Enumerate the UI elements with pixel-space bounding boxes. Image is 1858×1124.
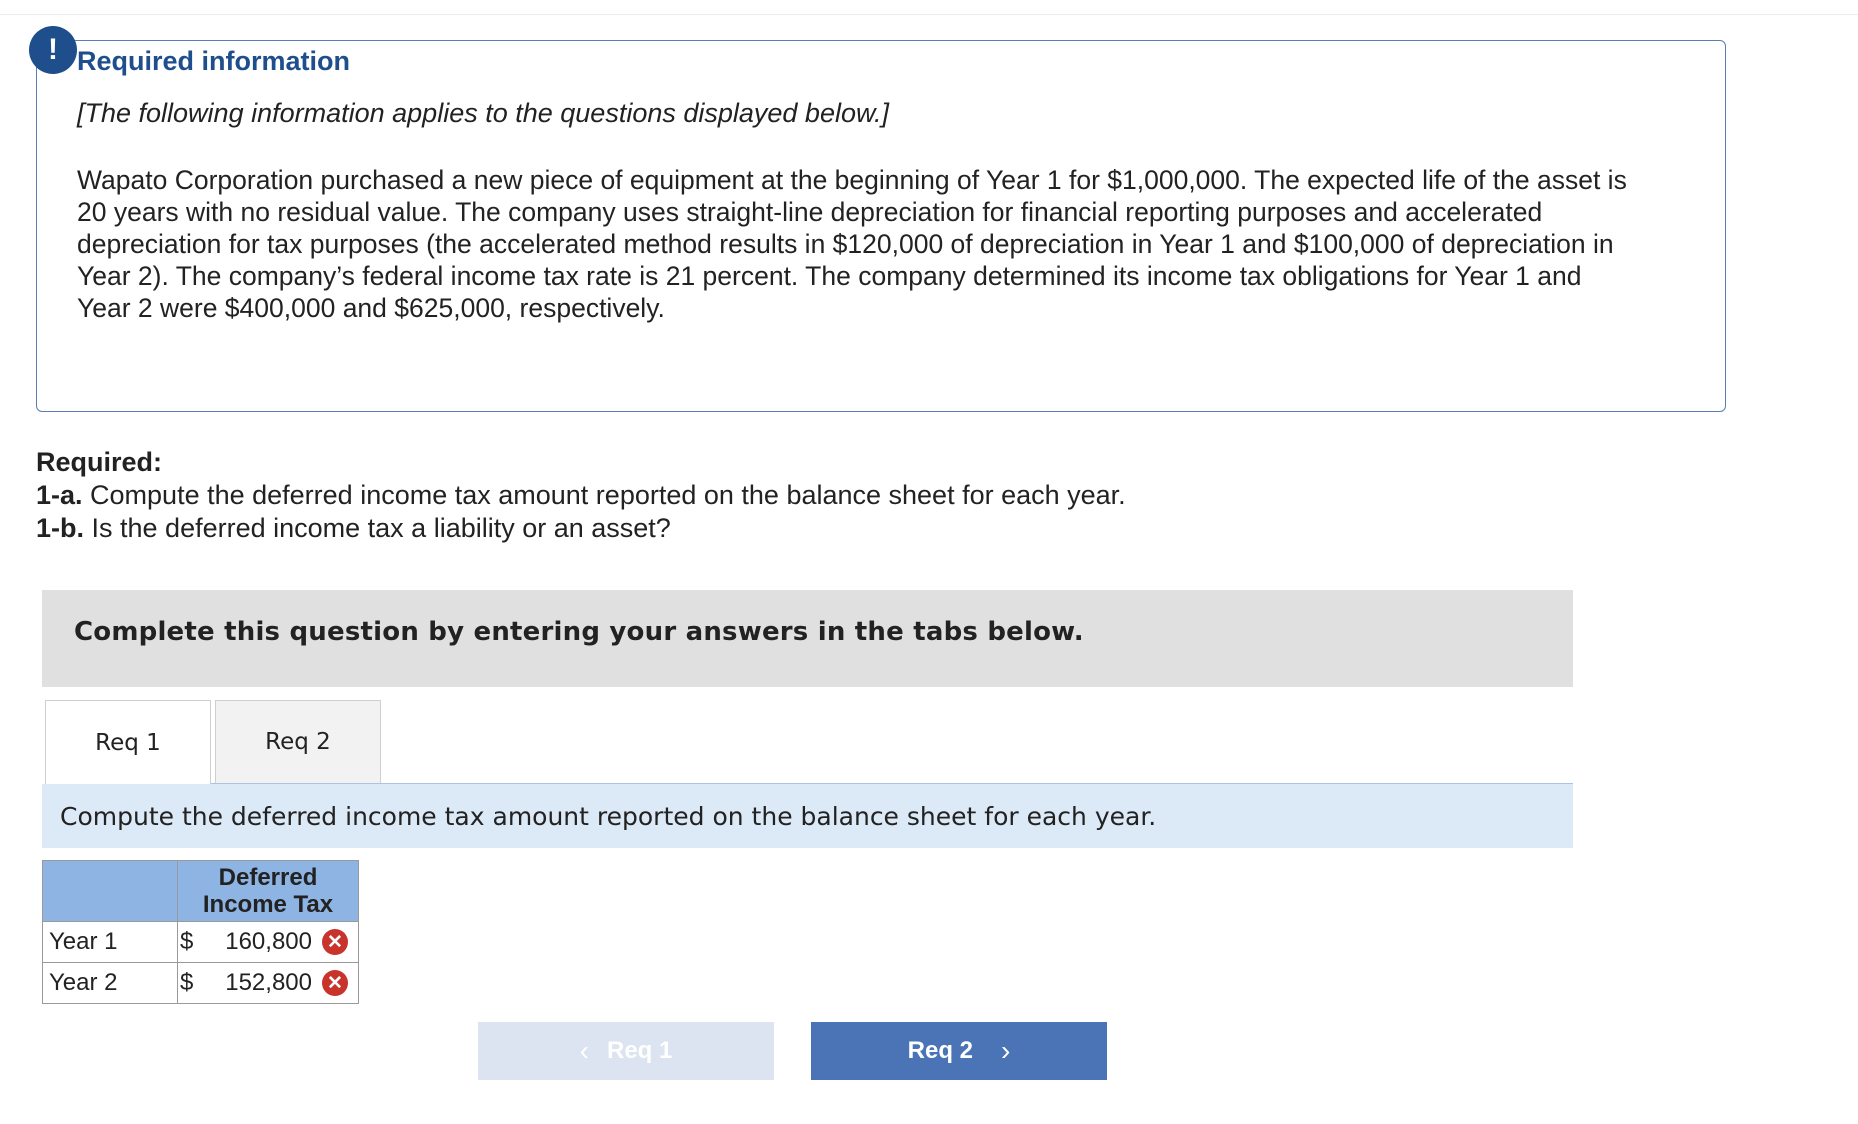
prev-req-button[interactable] (478, 1022, 774, 1080)
header-line-1: Deferred (218, 864, 318, 891)
top-divider (0, 14, 1858, 15)
currency-symbol: $ (180, 969, 194, 996)
required-item-1b (36, 512, 1126, 545)
next-button-label: Req 2 (907, 1037, 974, 1064)
incorrect-x-icon: ✕ (322, 970, 348, 996)
table-header-blank (43, 861, 178, 922)
row-label-year-2: Year 2 (43, 963, 178, 1004)
header-line-2: Income Tax (202, 891, 334, 918)
incorrect-x-icon: ✕ (322, 929, 348, 955)
answer-cell-year-1[interactable] (178, 922, 359, 963)
question-prompt-text: Compute the deferred income tax amount reported on the balance sheet for each year. (60, 802, 1157, 831)
alert-icon: ! (29, 26, 77, 74)
info-paragraph: Wapato Corporation purchased a new piece of equipment at the beginning of Year 1 for $1,000,000. The expected life of the asset is 20 years with no residual value. The company uses straight-line depreciation for financial reporting purposes and accelerated depreciation for tax purposes (the accelerated method results in $120,000 of depreciation in Year 1 and $100,000 of depreciation in Year 2). The company’s federal income tax rate is 21 percent. The company determined its income tax obligations for Year 1 and Year 2 were $400,000 and $625,000, respectively. (77, 165, 1627, 323)
table-header-deferred-income-tax (178, 861, 359, 922)
tab-req-2[interactable]: Req 2 (215, 700, 381, 784)
required-item-text: Compute the deferred income tax amount reported on the balance sheet for each year. (82, 480, 1126, 510)
answer-table (42, 860, 359, 1004)
table-row (43, 963, 359, 1004)
table-row (43, 922, 359, 963)
required-item-1a (36, 479, 1126, 512)
info-subtitle: [The following information applies to the questions displayed below.] (77, 98, 889, 128)
currency-symbol: $ (180, 928, 194, 955)
info-title: Required information (77, 46, 351, 76)
required-section (36, 446, 1126, 545)
required-heading: Required: (36, 447, 163, 477)
tab-req-1[interactable]: Req 1 (45, 700, 211, 785)
required-item-label: 1-b. (36, 513, 85, 543)
chevron-right-icon: › (1001, 1035, 1011, 1066)
question-prompt-bar (42, 784, 1573, 848)
required-item-label: 1-a. (36, 480, 83, 510)
next-req-button[interactable] (811, 1022, 1107, 1080)
table-header-row (43, 861, 359, 922)
answer-value-year-2[interactable]: 152,800 (225, 969, 312, 996)
chevron-left-icon: ‹ (579, 1035, 589, 1066)
instructions-banner (42, 590, 1573, 687)
required-item-text: Is the deferred income tax a liability or an asset? (84, 513, 671, 543)
instructions-text: Complete this question by entering your answers in the tabs below. (74, 617, 1084, 647)
row-label-year-1: Year 1 (43, 922, 178, 963)
answer-value-year-1[interactable]: 160,800 (225, 928, 312, 955)
prev-button-label: Req 1 (606, 1037, 673, 1064)
answer-cell-year-2[interactable] (178, 963, 359, 1004)
